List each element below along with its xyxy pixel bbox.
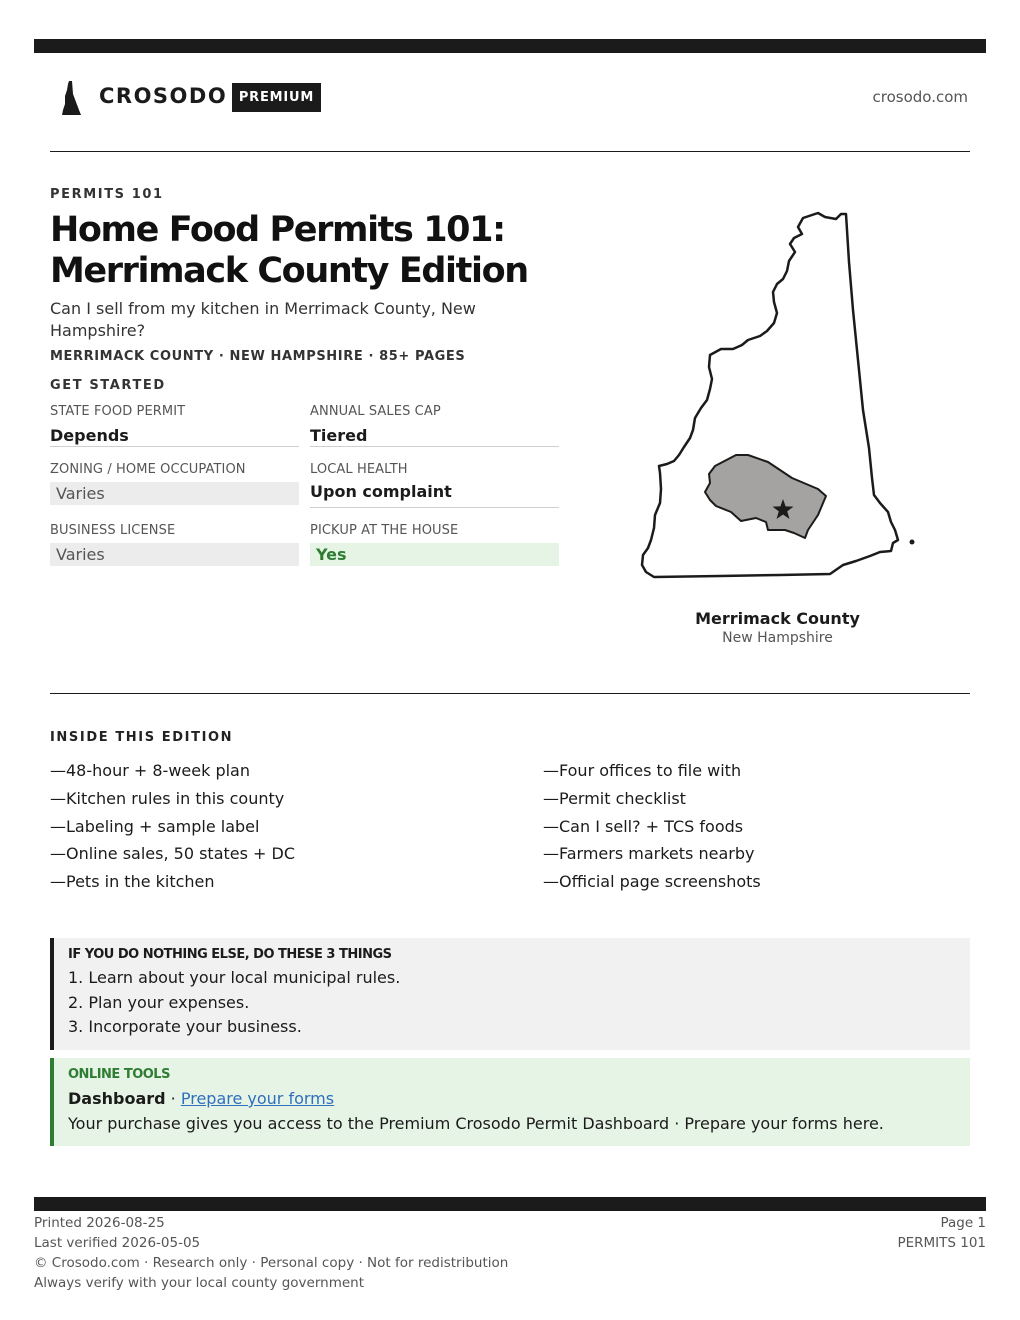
copyright-notice: © Crosodo.com · Research only · Personal copy · Not for redistribution (34, 1255, 509, 1271)
contents-item: —Labeling + sample label (50, 816, 260, 836)
page-title: Home Food Permits 101: Merrimack County Edition (50, 210, 528, 291)
new-hampshire-logo-icon (60, 80, 82, 116)
header-divider (50, 151, 970, 152)
site-url-link[interactable]: crosodo.com (872, 88, 968, 106)
map-state-name: New Hampshire (722, 630, 833, 646)
contents-list-right (543, 757, 993, 896)
contents-item: —Official page screenshots (543, 872, 761, 892)
fact-value: Tiered (310, 424, 559, 447)
callout-step: 3. Incorporate your business. (68, 1017, 302, 1036)
fact-zoning-home-occupation (50, 462, 299, 505)
contents-item: —Four offices to file with (543, 761, 742, 780)
fact-label: PICKUP AT THE HOUSE (310, 523, 459, 538)
fact-state-food-permit (50, 404, 299, 447)
prepare-forms-link[interactable]: Prepare your forms (180, 1089, 335, 1108)
contents-item: —Pets in the kitchen (50, 872, 215, 892)
contents-item: —48-hour + 8-week plan (50, 761, 250, 780)
top-rule-bar (34, 39, 986, 53)
contents-list-left (50, 757, 500, 896)
tools-description: Your purchase gives you access to the Premium Crosodo Permit Dashboard · Prepare your forms here. (68, 1114, 884, 1133)
fact-label: BUSINESS LICENSE (50, 523, 176, 538)
contents-item: —Permit checklist (543, 788, 686, 808)
fact-value: Upon complaint (310, 482, 559, 508)
section-divider (50, 693, 970, 694)
online-tools-callout (50, 1058, 970, 1146)
fact-value: Yes (310, 543, 559, 566)
fact-business-license (50, 523, 299, 566)
three-things-callout (50, 938, 970, 1050)
contents-item: —Farmers markets nearby (543, 844, 755, 864)
contents-item: —Kitchen rules in this county (50, 788, 285, 808)
inside-edition-heading: INSIDE THIS EDITION (50, 730, 234, 745)
disclaimer: Always verify with your local county government (34, 1275, 364, 1291)
premium-badge: PREMIUM (232, 83, 321, 112)
section-eyebrow: PERMITS 101 (50, 187, 164, 202)
callout-heading: ONLINE TOOLS (68, 1067, 170, 1082)
contents-item: —Online sales, 50 states + DC (50, 844, 296, 864)
page-subtitle: Can I sell from my kitchen in Merrimack County, New Hampshire? (50, 299, 476, 340)
fact-value: Varies (50, 482, 299, 505)
callout-heading: IF YOU DO NOTHING ELSE, DO THESE 3 THINGS (68, 947, 392, 962)
bottom-rule-bar (34, 1197, 986, 1211)
separator: · (165, 1089, 181, 1108)
fact-annual-sales-cap (310, 404, 559, 447)
county-locator-map (630, 205, 930, 585)
contents-item: —Can I sell? + TCS foods (543, 816, 744, 836)
callout-step: 1. Learn about your local municipal rules. (68, 968, 401, 987)
footer-left (34, 1213, 508, 1293)
printed-date: Printed 2026-08-25 (34, 1215, 165, 1231)
footer-right (897, 1213, 986, 1253)
brand-name[interactable]: CROSODO (99, 84, 228, 108)
fact-label: ZONING / HOME OCCUPATION (50, 462, 246, 477)
dashboard-row (68, 1087, 970, 1111)
verified-date: Last verified 2026-05-05 (34, 1235, 201, 1251)
fact-pickup-at-the-house (310, 523, 559, 566)
fact-label: ANNUAL SALES CAP (310, 404, 441, 419)
page-header (50, 78, 970, 118)
edition-meta: MERRIMACK COUNTY · NEW HAMPSHIRE · 85+ PAGES (50, 349, 466, 364)
fact-label: LOCAL HEALTH (310, 462, 408, 477)
map-caption (640, 609, 915, 646)
footer-section: PERMITS 101 (897, 1235, 986, 1251)
fact-label: STATE FOOD PERMIT (50, 404, 186, 419)
map-county-name: Merrimack County (695, 609, 860, 628)
island-dot (910, 540, 915, 545)
fact-value: Varies (50, 543, 299, 566)
callout-step: 2. Plan your expenses. (68, 992, 250, 1012)
fact-local-health (310, 462, 559, 508)
fact-value: Depends (50, 424, 299, 447)
page-number: Page 1 (940, 1215, 986, 1231)
dashboard-label: Dashboard (68, 1089, 166, 1108)
get-started-heading: GET STARTED (50, 378, 166, 393)
